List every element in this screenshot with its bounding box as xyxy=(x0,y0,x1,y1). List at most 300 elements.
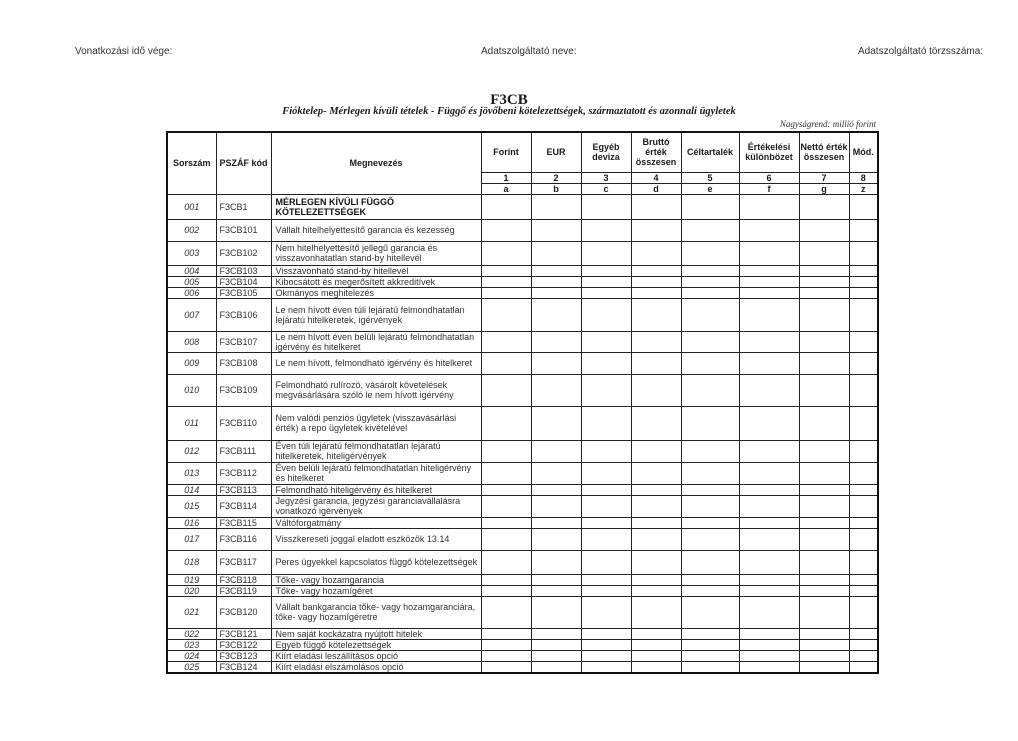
row-label: Jegyzési garancia, jegyzési garanciavállalásra vonatkozó igérvények xyxy=(271,495,481,517)
row-label: Felmondható hiteligérvény és hitelkeret xyxy=(271,484,481,495)
value-cell[interactable] xyxy=(581,462,631,484)
row-label: Éven belüli lejáratú felmondhatatlan hiteligérvény és hitelkeret xyxy=(271,462,481,484)
value-cell[interactable] xyxy=(631,628,681,639)
row-number: 013 xyxy=(167,462,216,484)
value-cell[interactable] xyxy=(849,352,878,374)
value-cell[interactable] xyxy=(581,596,631,628)
row-code: F3CB114 xyxy=(216,495,271,517)
value-cell[interactable] xyxy=(849,406,878,440)
table-row xyxy=(167,574,878,585)
value-cell[interactable] xyxy=(531,596,581,628)
value-cell[interactable] xyxy=(631,287,681,298)
value-cell[interactable] xyxy=(581,585,631,596)
row-code: F3CB106 xyxy=(216,298,271,331)
row-code: F3CB109 xyxy=(216,374,271,406)
table-row xyxy=(167,596,878,628)
row-code: F3CB107 xyxy=(216,331,271,352)
value-cell[interactable] xyxy=(481,265,531,276)
value-cell[interactable] xyxy=(581,265,631,276)
value-cell[interactable] xyxy=(631,528,681,550)
value-cell[interactable] xyxy=(481,440,531,462)
value-cell[interactable] xyxy=(581,484,631,495)
col-letter: b xyxy=(531,183,581,194)
value-cell[interactable] xyxy=(481,241,531,265)
value-cell[interactable] xyxy=(849,331,878,352)
value-cell[interactable] xyxy=(799,574,849,585)
row-number: 022 xyxy=(167,628,216,639)
value-cell[interactable] xyxy=(631,550,681,574)
value-cell[interactable] xyxy=(631,484,681,495)
table-row xyxy=(167,219,878,241)
value-cell[interactable] xyxy=(799,528,849,550)
row-number: 020 xyxy=(167,585,216,596)
table-body xyxy=(167,194,878,673)
value-cell[interactable] xyxy=(739,265,799,276)
value-cell[interactable] xyxy=(849,495,878,517)
value-cell[interactable] xyxy=(739,574,799,585)
value-cell[interactable] xyxy=(531,462,581,484)
value-cell[interactable] xyxy=(681,331,739,352)
value-cell[interactable] xyxy=(581,241,631,265)
value-cell[interactable] xyxy=(799,194,849,219)
value-cell[interactable] xyxy=(739,462,799,484)
row-number: 002 xyxy=(167,219,216,241)
value-cell[interactable] xyxy=(681,596,739,628)
value-cell[interactable] xyxy=(739,440,799,462)
value-cell[interactable] xyxy=(481,596,531,628)
value-cell[interactable] xyxy=(481,406,531,440)
value-cell[interactable] xyxy=(581,352,631,374)
value-cell[interactable] xyxy=(681,265,739,276)
value-cell[interactable] xyxy=(481,276,531,287)
value-cell[interactable] xyxy=(631,241,681,265)
table-row xyxy=(167,352,878,374)
value-cell[interactable] xyxy=(799,265,849,276)
value-cell[interactable] xyxy=(799,628,849,639)
value-cell[interactable] xyxy=(531,241,581,265)
value-cell[interactable] xyxy=(531,440,581,462)
value-cell[interactable] xyxy=(849,550,878,574)
table-row xyxy=(167,276,878,287)
value-cell[interactable] xyxy=(481,194,531,219)
value-cell[interactable] xyxy=(631,650,681,661)
value-cell[interactable] xyxy=(581,639,631,650)
row-number: 016 xyxy=(167,517,216,528)
value-cell[interactable] xyxy=(849,596,878,628)
value-cell[interactable] xyxy=(581,374,631,406)
value-cell[interactable] xyxy=(681,495,739,517)
value-cell[interactable] xyxy=(799,484,849,495)
value-cell[interactable] xyxy=(481,628,531,639)
value-cell[interactable] xyxy=(531,276,581,287)
col-number: 6 xyxy=(739,172,799,183)
col-letter: g xyxy=(799,183,849,194)
value-cell[interactable] xyxy=(739,596,799,628)
value-cell[interactable] xyxy=(481,352,531,374)
value-cell[interactable] xyxy=(739,406,799,440)
value-cell[interactable] xyxy=(581,495,631,517)
value-cell[interactable] xyxy=(481,298,531,331)
value-cell[interactable] xyxy=(681,628,739,639)
value-cell[interactable] xyxy=(531,484,581,495)
value-cell[interactable] xyxy=(581,517,631,528)
value-cell[interactable] xyxy=(799,406,849,440)
value-cell[interactable] xyxy=(581,440,631,462)
row-code: F3CB117 xyxy=(216,550,271,574)
row-number: 019 xyxy=(167,574,216,585)
row-number: 003 xyxy=(167,241,216,265)
value-cell[interactable] xyxy=(481,574,531,585)
value-cell[interactable] xyxy=(739,550,799,574)
value-cell[interactable] xyxy=(799,276,849,287)
value-cell[interactable] xyxy=(531,517,581,528)
value-cell[interactable] xyxy=(531,639,581,650)
value-cell[interactable] xyxy=(481,661,531,673)
value-cell[interactable] xyxy=(739,298,799,331)
value-cell[interactable] xyxy=(481,484,531,495)
value-cell[interactable] xyxy=(631,596,681,628)
value-cell[interactable] xyxy=(849,639,878,650)
value-cell[interactable] xyxy=(799,331,849,352)
row-number: 024 xyxy=(167,650,216,661)
value-cell[interactable] xyxy=(631,574,681,585)
value-cell[interactable] xyxy=(849,440,878,462)
row-label: Tőke- vagy hozamígéret xyxy=(271,585,481,596)
value-cell[interactable] xyxy=(849,574,878,585)
col-letter: z xyxy=(849,183,878,194)
col-letter: d xyxy=(631,183,681,194)
value-cell[interactable] xyxy=(799,241,849,265)
value-cell[interactable] xyxy=(631,352,681,374)
value-cell[interactable] xyxy=(631,639,681,650)
row-number: 012 xyxy=(167,440,216,462)
row-code: F3CB110 xyxy=(216,406,271,440)
col-number: 2 xyxy=(531,172,581,183)
row-label: MÉRLEGEN KÍVÜLI FÜGGŐ KÖTELEZETTSÉGEK xyxy=(271,194,481,219)
value-cell[interactable] xyxy=(581,650,631,661)
value-cell[interactable] xyxy=(799,585,849,596)
value-cell[interactable] xyxy=(631,276,681,287)
value-cell[interactable] xyxy=(531,219,581,241)
value-cell[interactable] xyxy=(581,528,631,550)
value-cell[interactable] xyxy=(531,194,581,219)
row-number: 023 xyxy=(167,639,216,650)
table-row xyxy=(167,495,878,517)
form-title: F3CB xyxy=(490,92,528,108)
value-cell[interactable] xyxy=(739,528,799,550)
row-label: Kiírt eladási leszállításos opció xyxy=(271,650,481,661)
row-label: Le nem hívott éven túli lejáratú felmondhatatlan lejáratú hitelkeretek, igérvények xyxy=(271,298,481,331)
table-row xyxy=(167,628,878,639)
row-number: 005 xyxy=(167,276,216,287)
value-cell[interactable] xyxy=(739,484,799,495)
value-cell[interactable] xyxy=(739,517,799,528)
value-cell[interactable] xyxy=(631,298,681,331)
row-number: 009 xyxy=(167,352,216,374)
value-cell[interactable] xyxy=(849,219,878,241)
col-header: Mód. xyxy=(849,132,878,172)
col-number: 7 xyxy=(799,172,849,183)
table-row xyxy=(167,550,878,574)
value-cell[interactable] xyxy=(531,528,581,550)
value-cell[interactable] xyxy=(739,585,799,596)
value-cell[interactable] xyxy=(849,661,878,673)
value-cell[interactable] xyxy=(849,374,878,406)
value-cell[interactable] xyxy=(581,194,631,219)
value-cell[interactable] xyxy=(849,650,878,661)
value-cell[interactable] xyxy=(631,194,681,219)
value-cell[interactable] xyxy=(531,298,581,331)
value-cell[interactable] xyxy=(849,265,878,276)
value-cell[interactable] xyxy=(739,287,799,298)
value-cell[interactable] xyxy=(631,331,681,352)
value-cell[interactable] xyxy=(849,241,878,265)
col-header: Egyéb deviza xyxy=(581,132,631,172)
value-cell[interactable] xyxy=(849,194,878,219)
row-code: F3CB120 xyxy=(216,596,271,628)
row-code: F3CB101 xyxy=(216,219,271,241)
value-cell[interactable] xyxy=(799,287,849,298)
value-cell[interactable] xyxy=(681,574,739,585)
value-cell[interactable] xyxy=(681,440,739,462)
value-cell[interactable] xyxy=(581,550,631,574)
value-cell[interactable] xyxy=(681,517,739,528)
value-cell[interactable] xyxy=(531,352,581,374)
value-cell[interactable] xyxy=(681,219,739,241)
value-cell[interactable] xyxy=(581,287,631,298)
value-cell[interactable] xyxy=(799,550,849,574)
row-label: Le nem hívott, felmondható igérvény és hitelkeret xyxy=(271,352,481,374)
value-cell[interactable] xyxy=(799,462,849,484)
value-cell[interactable] xyxy=(481,517,531,528)
value-cell[interactable] xyxy=(481,462,531,484)
value-cell[interactable] xyxy=(799,440,849,462)
value-cell[interactable] xyxy=(681,550,739,574)
value-cell[interactable] xyxy=(799,219,849,241)
value-cell[interactable] xyxy=(799,374,849,406)
value-cell[interactable] xyxy=(531,628,581,639)
value-cell[interactable] xyxy=(481,374,531,406)
report-table xyxy=(166,131,879,674)
value-cell[interactable] xyxy=(631,495,681,517)
value-cell[interactable] xyxy=(739,495,799,517)
value-cell[interactable] xyxy=(739,352,799,374)
row-code: F3CB116 xyxy=(216,528,271,550)
value-cell[interactable] xyxy=(631,517,681,528)
value-cell[interactable] xyxy=(681,298,739,331)
value-cell[interactable] xyxy=(681,661,739,673)
row-code: F3CB103 xyxy=(216,265,271,276)
value-cell[interactable] xyxy=(849,528,878,550)
value-cell[interactable] xyxy=(581,574,631,585)
value-cell[interactable] xyxy=(481,287,531,298)
row-label: Nem saját kockázatra nyújtott hitelek xyxy=(271,628,481,639)
row-label: Vállalt bankgarancia tőke- vagy hozamgaranciára, tőke- vagy hozamígéretre xyxy=(271,596,481,628)
row-code: F3CB105 xyxy=(216,287,271,298)
row-number: 021 xyxy=(167,596,216,628)
value-cell[interactable] xyxy=(581,331,631,352)
row-number: 007 xyxy=(167,298,216,331)
col-letter: f xyxy=(739,183,799,194)
value-cell[interactable] xyxy=(849,517,878,528)
value-cell[interactable] xyxy=(681,650,739,661)
value-cell[interactable] xyxy=(531,585,581,596)
value-cell[interactable] xyxy=(531,374,581,406)
col-number: 3 xyxy=(581,172,631,183)
value-cell[interactable] xyxy=(531,574,581,585)
value-cell[interactable] xyxy=(481,639,531,650)
row-label: Egyéb függő kötelezettségek xyxy=(271,639,481,650)
row-label: Le nem hívott éven belüli lejáratú felmondhatatlan igérvény és hitelkeret xyxy=(271,331,481,352)
value-cell[interactable] xyxy=(481,219,531,241)
value-cell[interactable] xyxy=(681,528,739,550)
value-cell[interactable] xyxy=(849,276,878,287)
value-cell[interactable] xyxy=(849,298,878,331)
value-cell[interactable] xyxy=(849,287,878,298)
value-cell[interactable] xyxy=(481,331,531,352)
table-row xyxy=(167,406,878,440)
value-cell[interactable] xyxy=(799,298,849,331)
value-cell[interactable] xyxy=(799,352,849,374)
value-cell[interactable] xyxy=(739,639,799,650)
value-cell[interactable] xyxy=(799,495,849,517)
row-code: F3CB113 xyxy=(216,484,271,495)
row-label: Visszkereseti joggal eladott eszközök 13.14 xyxy=(271,528,481,550)
value-cell[interactable] xyxy=(581,276,631,287)
value-cell[interactable] xyxy=(681,639,739,650)
table-row xyxy=(167,265,878,276)
table-row xyxy=(167,661,878,673)
row-number: 017 xyxy=(167,528,216,550)
value-cell[interactable] xyxy=(799,639,849,650)
row-code: F3CB118 xyxy=(216,574,271,585)
row-number: 018 xyxy=(167,550,216,574)
value-cell[interactable] xyxy=(681,287,739,298)
table-row xyxy=(167,639,878,650)
table-row xyxy=(167,241,878,265)
value-cell[interactable] xyxy=(739,219,799,241)
value-cell[interactable] xyxy=(581,628,631,639)
value-cell[interactable] xyxy=(631,406,681,440)
value-cell[interactable] xyxy=(739,374,799,406)
table-row xyxy=(167,528,878,550)
value-cell[interactable] xyxy=(681,484,739,495)
value-cell[interactable] xyxy=(531,495,581,517)
table-row xyxy=(167,517,878,528)
value-cell[interactable] xyxy=(799,517,849,528)
value-cell[interactable] xyxy=(739,650,799,661)
value-cell[interactable] xyxy=(849,628,878,639)
value-cell[interactable] xyxy=(681,374,739,406)
value-cell[interactable] xyxy=(849,462,878,484)
row-code: F3CB111 xyxy=(216,440,271,462)
value-cell[interactable] xyxy=(631,219,681,241)
value-cell[interactable] xyxy=(739,241,799,265)
row-label: Vállalt hitelhelyettesítő garancia és kezesség xyxy=(271,219,481,241)
value-cell[interactable] xyxy=(581,298,631,331)
value-cell[interactable] xyxy=(631,585,681,596)
value-cell[interactable] xyxy=(681,194,739,219)
table-row xyxy=(167,287,878,298)
value-cell[interactable] xyxy=(581,661,631,673)
table-row xyxy=(167,462,878,484)
value-cell[interactable] xyxy=(531,661,581,673)
value-cell[interactable] xyxy=(581,406,631,440)
row-number: 015 xyxy=(167,495,216,517)
table-row xyxy=(167,298,878,331)
value-cell[interactable] xyxy=(581,219,631,241)
row-number: 011 xyxy=(167,406,216,440)
row-label: Éven túli lejáratú felmondhatatlan lejáratú hitelkeretek, hiteligérvények xyxy=(271,440,481,462)
col-number: 8 xyxy=(849,172,878,183)
row-label: Nem hitelhelyettesítő jellegű garancia és visszavonhatatlan stand-by hitellevél xyxy=(271,241,481,265)
row-code: F3CB122 xyxy=(216,639,271,650)
value-cell[interactable] xyxy=(681,585,739,596)
value-cell[interactable] xyxy=(681,276,739,287)
row-number: 001 xyxy=(167,194,216,219)
col-letter: c xyxy=(581,183,631,194)
reference-date-label: Vonatkozási idő vége: xyxy=(75,46,173,57)
value-cell[interactable] xyxy=(739,661,799,673)
value-cell[interactable] xyxy=(799,650,849,661)
value-cell[interactable] xyxy=(681,241,739,265)
row-label: Visszavonható stand-by hitellevél xyxy=(271,265,481,276)
value-cell[interactable] xyxy=(681,352,739,374)
value-cell[interactable] xyxy=(481,495,531,517)
col-letter: e xyxy=(681,183,739,194)
row-number: 006 xyxy=(167,287,216,298)
value-cell[interactable] xyxy=(631,440,681,462)
row-number: 014 xyxy=(167,484,216,495)
col-number: 1 xyxy=(481,172,531,183)
row-label: Okmányos meghitelezés xyxy=(271,287,481,298)
value-cell[interactable] xyxy=(739,331,799,352)
col-header: Bruttó érték összesen xyxy=(631,132,681,172)
value-cell[interactable] xyxy=(681,406,739,440)
table-row xyxy=(167,650,878,661)
value-cell[interactable] xyxy=(531,650,581,661)
value-cell[interactable] xyxy=(481,550,531,574)
value-cell[interactable] xyxy=(799,596,849,628)
value-cell[interactable] xyxy=(849,585,878,596)
value-cell[interactable] xyxy=(531,331,581,352)
value-cell[interactable] xyxy=(739,628,799,639)
value-cell[interactable] xyxy=(481,585,531,596)
value-cell[interactable] xyxy=(481,528,531,550)
value-cell[interactable] xyxy=(681,462,739,484)
value-cell[interactable] xyxy=(631,462,681,484)
col-header: Értékelési különbözet xyxy=(739,132,799,172)
value-cell[interactable] xyxy=(631,661,681,673)
row-label: Nem valódi penziós ügyletek (visszavásárlási érték) a repo ügyletek kivételével xyxy=(271,406,481,440)
value-cell[interactable] xyxy=(849,484,878,495)
row-label: Tőke- vagy hozamgarancia xyxy=(271,574,481,585)
value-cell[interactable] xyxy=(739,194,799,219)
value-cell[interactable] xyxy=(799,661,849,673)
value-cell[interactable] xyxy=(531,287,581,298)
col-letter: a xyxy=(481,183,531,194)
table-row xyxy=(167,194,878,219)
value-cell[interactable] xyxy=(531,550,581,574)
value-cell[interactable] xyxy=(531,406,581,440)
value-cell[interactable] xyxy=(631,265,681,276)
value-cell[interactable] xyxy=(481,650,531,661)
value-cell[interactable] xyxy=(631,374,681,406)
value-cell[interactable] xyxy=(531,265,581,276)
row-number: 008 xyxy=(167,331,216,352)
table-row xyxy=(167,440,878,462)
value-cell[interactable] xyxy=(739,276,799,287)
